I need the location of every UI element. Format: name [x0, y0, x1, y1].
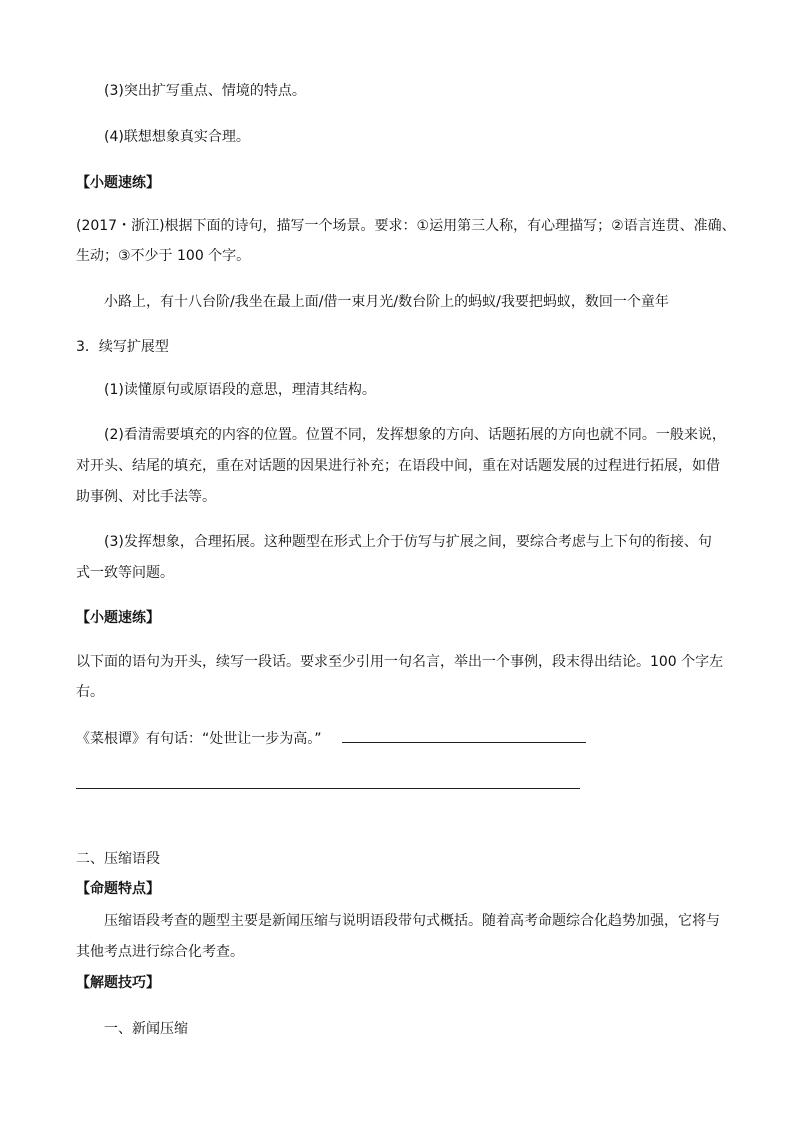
question-1-line-2: 生动；③不少于 100 个字。: [76, 248, 251, 264]
feature-heading: 【命题特点】: [76, 881, 160, 897]
section-3-point-2-line-3: 助事例、对比手法等。: [76, 489, 216, 505]
question-2-line-1: 以下面的语句为开头，续写一段话。要求至少引用一句名言，举出一个事例，段末得出结论。100 个字左: [76, 654, 724, 670]
question-1-line-1: (2017・浙江)根据下面的诗句，描写一个场景。要求：①运用第三人称，有心理描写；②语言连贯、准确、: [76, 218, 736, 234]
answer-blank-line: [342, 742, 586, 743]
part-2-heading: 二、压缩语段: [76, 851, 160, 867]
feature-line-2: 其他考点进行综合化考查。: [76, 944, 244, 960]
section-3-heading: 3．续写扩展型: [76, 339, 169, 355]
section-3-point-3-line-1: (3)发挥想象，合理拓展。这种题型在形式上介于仿写与扩展之间，要综合考虑与上下句的衔接、句: [104, 534, 712, 550]
section-3-point-2-line-2: 对开头、结尾的填充，重在对话题的因果进行补充；在语段中间，重在对话题发展的过程进行拓展，如借: [76, 458, 720, 474]
question-2-prompt: 《菜根谭》有句话：“处世让一步为高。”: [76, 731, 322, 747]
question-2-line-2: 右。: [76, 684, 104, 700]
question-1-poem: 小路上，有十八台阶/我坐在最上面/借一束月光/数台阶上的蚂蚁/我要把蚂蚁，数回一个童年: [104, 294, 669, 310]
section-3-point-1: (1)读懂原句或原语段的意思，理清其结构。: [104, 382, 376, 398]
tips-heading: 【解题技巧】: [76, 975, 160, 991]
practice-heading: 【小题速练】: [76, 175, 160, 191]
paragraph-point-4: (4)联想想象真实合理。: [104, 129, 250, 145]
answer-blank-line: [76, 788, 580, 789]
tips-item-1: 一、新闻压缩: [104, 1021, 188, 1037]
section-3-point-3-line-2: 式一致等问题。: [76, 565, 174, 581]
feature-line-1: 压缩语段考查的题型主要是新闻压缩与说明语段带句式概括。随着高考命题综合化趋势加强，它将与: [104, 913, 720, 929]
paragraph-point-3: (3)突出扩写重点、情境的特点。: [104, 83, 306, 99]
practice-heading: 【小题速练】: [76, 610, 160, 626]
section-3-point-2-line-1: (2)看清需要填充的内容的位置。位置不同，发挥想象的方向、话题拓展的方向也就不同。一般来说，: [104, 427, 726, 443]
